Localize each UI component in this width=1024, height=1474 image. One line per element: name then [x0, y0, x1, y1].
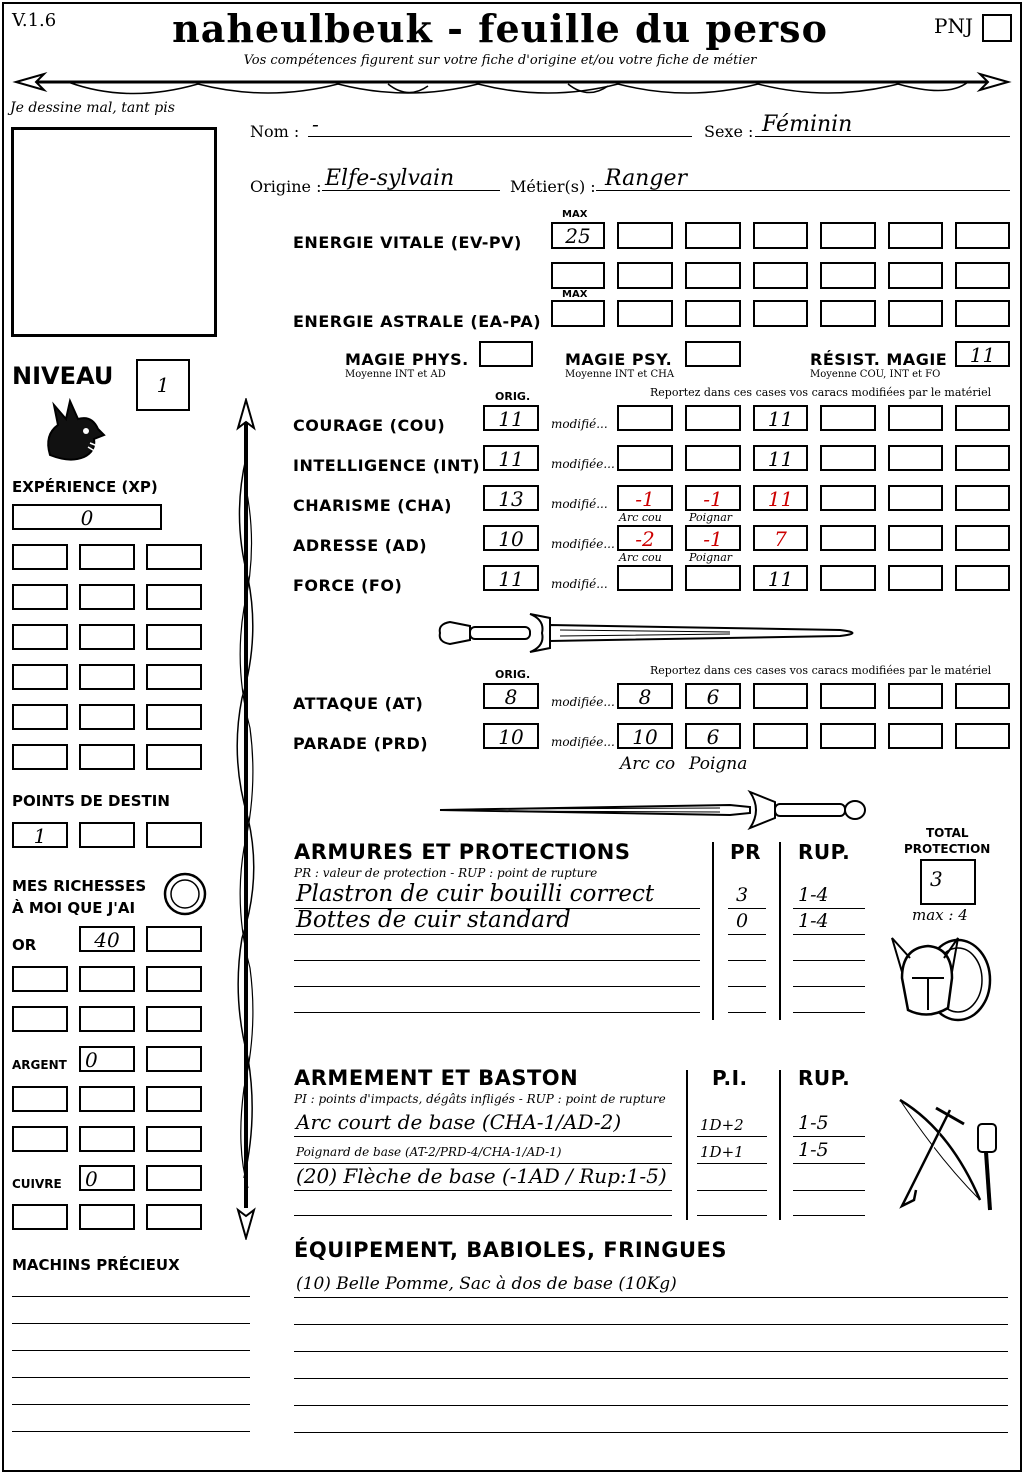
resist-magie-label: RÉSIST. MAGIE — [810, 350, 948, 369]
argent-box[interactable] — [79, 1046, 135, 1072]
argent-box[interactable] — [79, 1086, 135, 1112]
carac-mod-box[interactable] — [685, 485, 741, 511]
magie-phys-box[interactable] — [479, 341, 533, 367]
carac-label: FORCE (FO) — [293, 576, 403, 595]
weapon-rup-line[interactable] — [793, 1136, 865, 1137]
armor-pr-label: PR — [730, 840, 762, 864]
carac-mod-box[interactable] — [955, 445, 1010, 471]
destin-value: 1 — [33, 824, 47, 848]
xp-grid-box[interactable] — [146, 704, 202, 730]
armor-rup-line[interactable] — [793, 934, 865, 935]
combat-orig-value: 8 — [504, 685, 518, 709]
weapon-name[interactable]: Poignard de base (AT-2/PRD-4/CHA-1/AD-1) — [296, 1145, 562, 1159]
carac-mod-box[interactable] — [955, 525, 1010, 551]
armor-rup-label: RUP. — [798, 840, 851, 864]
modifie-label: modifiée... — [551, 695, 615, 709]
argent-value: 0 — [85, 1048, 98, 1072]
richesses-label-2: À MOI QUE J'AI — [12, 899, 136, 917]
xp-grid-box[interactable] — [12, 744, 68, 770]
carac-mod-value: 11 — [767, 447, 794, 471]
carac-mod-box[interactable] — [617, 445, 673, 471]
ev-box[interactable] — [617, 262, 673, 289]
resist-magie-value: 11 — [969, 343, 996, 367]
carac-orig-value: 13 — [498, 487, 524, 511]
weapons-note: PI : points d'impacts, dégâts infligés - RUP : point de rupture — [294, 1092, 666, 1106]
armor-pr-line[interactable] — [728, 934, 766, 935]
xp-grid-box[interactable] — [146, 624, 202, 650]
carac-mod-value: -1 — [703, 487, 723, 511]
header-spear-ornament — [8, 70, 1016, 104]
ev-box[interactable] — [617, 222, 673, 249]
carac-mod-box[interactable] — [820, 565, 876, 591]
total-protection-label-2: PROTECTION — [904, 842, 991, 856]
carac-mod-box[interactable] — [753, 525, 808, 551]
carac-orig-box[interactable] — [483, 405, 539, 431]
armor-line[interactable] — [294, 934, 700, 935]
xp-grid-box[interactable] — [146, 544, 202, 570]
machins-line[interactable] — [12, 1296, 250, 1297]
carac-mod-box[interactable] — [753, 405, 808, 431]
combat-report-note: Reportez dans ces cases vos caracs modifiées par le matériel — [650, 664, 992, 677]
armor-divider — [779, 842, 781, 1020]
resist-magie-box[interactable] — [955, 341, 1010, 367]
argent-box[interactable] — [12, 1086, 68, 1112]
carac-mod-box[interactable] — [617, 405, 673, 431]
xp-grid-box[interactable] — [79, 584, 135, 610]
origine-value[interactable]: Elfe-sylvain — [325, 166, 455, 191]
ev-box[interactable] — [955, 222, 1010, 249]
weapon-pi-line[interactable] — [697, 1163, 767, 1164]
ev-box[interactable] — [685, 222, 741, 249]
portrait-caption: Je dessine mal, tant pis — [10, 100, 175, 116]
combat-mod-value: 8 — [638, 685, 652, 709]
magie-psy-label: MAGIE PSY. — [565, 350, 673, 369]
ev-label: ENERGIE VITALE (EV-PV) — [293, 233, 522, 252]
weapon-rup[interactable]: 1-5 — [798, 1139, 829, 1161]
carac-label: ADRESSE (AD) — [293, 536, 428, 555]
ea-box[interactable] — [685, 300, 741, 327]
ev-box[interactable] — [888, 222, 943, 249]
carac-note: Arc cou — [619, 511, 662, 524]
carac-mod-box[interactable] — [820, 445, 876, 471]
machins-line[interactable] — [12, 1323, 250, 1324]
or-box[interactable] — [79, 966, 135, 992]
xp-grid-box[interactable] — [79, 544, 135, 570]
carac-mod-box[interactable] — [753, 445, 808, 471]
equipment-line-1[interactable]: (10) Belle Pomme, Sac à dos de base (10Kg) — [296, 1274, 677, 1294]
ea-box[interactable] — [820, 300, 876, 327]
carac-orig-value: 11 — [498, 407, 524, 431]
dragon-icon — [40, 395, 106, 465]
carac-orig-value: 10 — [498, 527, 524, 551]
weapon-line[interactable] — [294, 1136, 672, 1137]
combat-note-1: Arc co — [620, 754, 676, 774]
ev-box[interactable] — [955, 262, 1010, 289]
portrait-box[interactable] — [11, 127, 217, 337]
xp-grid-box[interactable] — [12, 544, 68, 570]
combat-mod-box[interactable] — [955, 723, 1010, 749]
total-protection-label: TOTAL — [926, 826, 969, 840]
ea-max-label: MAX — [562, 289, 588, 300]
carac-mod-value: -1 — [635, 487, 655, 511]
modifie-label: modifié... — [551, 417, 608, 431]
max-protection-note: max : 4 — [912, 906, 968, 924]
carac-orig-box[interactable] — [483, 525, 539, 551]
total-protection-box[interactable] — [920, 859, 976, 905]
xp-label: EXPÉRIENCE (XP) — [12, 478, 158, 496]
carac-mod-value: -1 — [703, 527, 723, 551]
combat-mod-box[interactable] — [888, 723, 943, 749]
armor-rup[interactable]: 1-4 — [798, 910, 829, 932]
nom-line — [308, 136, 692, 137]
carac-mod-value: 11 — [767, 567, 794, 591]
weapon-name[interactable]: Arc court de base (CHA-1/AD-2) — [296, 1110, 622, 1134]
xp-grid-box[interactable] — [12, 664, 68, 690]
sword-illustration-1 — [430, 608, 870, 658]
carac-mod-value: -2 — [635, 527, 655, 551]
xp-grid-box[interactable] — [12, 624, 68, 650]
equipment-line[interactable] — [294, 1297, 1008, 1298]
combat-mod-box[interactable] — [955, 683, 1010, 709]
carac-orig-value: 11 — [498, 447, 524, 471]
magie-psy-box[interactable] — [685, 341, 741, 367]
ev-box[interactable] — [820, 222, 876, 249]
combat-mod-box[interactable] — [685, 723, 741, 749]
combat-mod-value: 6 — [706, 685, 720, 709]
carac-orig-box[interactable] — [483, 485, 539, 511]
xp-grid-box[interactable] — [12, 584, 68, 610]
destin-box[interactable] — [146, 822, 202, 848]
machins-line[interactable] — [12, 1404, 250, 1405]
carac-mod-box[interactable] — [888, 445, 943, 471]
combat-note-2: Poigna — [689, 754, 748, 774]
armor-line[interactable] — [294, 1012, 700, 1013]
weapons-divider — [686, 1070, 688, 1220]
weapon-pi-line[interactable] — [697, 1215, 767, 1216]
ev-box[interactable] — [753, 222, 808, 249]
armor-name[interactable]: Plastron de cuir bouilli correct — [296, 881, 655, 907]
argent-box[interactable] — [79, 1126, 135, 1152]
ea-box[interactable] — [888, 300, 943, 327]
ev-max-label: MAX — [562, 209, 588, 220]
combat-mod-box[interactable] — [820, 723, 876, 749]
weapon-rup-line[interactable] — [793, 1190, 865, 1191]
modifie-label: modifiée... — [551, 457, 615, 471]
weapons-rup-label: RUP. — [798, 1066, 851, 1090]
ea-box[interactable] — [617, 300, 673, 327]
nom-value[interactable]: - — [312, 112, 319, 136]
combat-mod-box[interactable] — [753, 723, 808, 749]
weapon-rup-line[interactable] — [793, 1215, 865, 1216]
carac-note: Poignar — [689, 551, 733, 564]
or-box[interactable] — [79, 1006, 135, 1032]
or-label: OR — [12, 936, 37, 954]
armor-pr-line[interactable] — [728, 960, 766, 961]
combat-mod-value: 10 — [632, 725, 658, 749]
combat-label: PARADE (PRD) — [293, 734, 429, 753]
magie-psy-note: Moyenne INT et CHA — [565, 369, 675, 380]
armor-pr[interactable]: 0 — [736, 910, 749, 932]
weapon-rup-line[interactable] — [793, 1163, 865, 1164]
ev-box[interactable] — [685, 262, 741, 289]
spear-illustration — [228, 398, 264, 1240]
combat-mod-value: 6 — [706, 725, 720, 749]
weapons-icon — [880, 1090, 1008, 1218]
carac-mod-box[interactable] — [888, 405, 943, 431]
armor-line[interactable] — [294, 986, 700, 987]
or-value: 40 — [94, 928, 120, 952]
pnj-checkbox[interactable] — [982, 14, 1012, 42]
argent-label: ARGENT — [12, 1058, 67, 1072]
armor-rup-line[interactable] — [793, 960, 865, 961]
ea-label: ENERGIE ASTRALE (EA-PA) — [293, 312, 542, 331]
carac-mod-box[interactable] — [617, 565, 673, 591]
or-box[interactable] — [146, 1006, 202, 1032]
version-label: V.1.6 — [12, 10, 57, 31]
weapon-pi[interactable]: 1D+1 — [700, 1143, 744, 1161]
ev-value: 25 — [565, 224, 591, 248]
equipment-line[interactable] — [294, 1405, 1008, 1406]
pnj-label: PNJ — [934, 14, 973, 38]
coin-icon — [162, 871, 208, 917]
carac-mod-box[interactable] — [685, 445, 741, 471]
armor-divider — [712, 842, 714, 1020]
caracs-report-note: Reportez dans ces cases vos caracs modifiées par le matériel — [650, 386, 992, 399]
modifie-label: modifié... — [551, 577, 608, 591]
weapon-pi-line[interactable] — [697, 1136, 767, 1137]
armor-pr[interactable]: 3 — [736, 884, 749, 906]
equipment-line[interactable] — [294, 1324, 1008, 1325]
metier-label: Métier(s) : — [510, 177, 596, 196]
weapon-rup[interactable]: 1-5 — [798, 1112, 829, 1134]
combat-mod-box[interactable] — [617, 683, 673, 709]
xp-grid-box[interactable] — [146, 584, 202, 610]
armor-note: PR : valeur de protection - RUP : point de rupture — [294, 866, 598, 880]
origine-label: Origine : — [250, 177, 322, 196]
caracs-orig-label: ORIG. — [495, 390, 531, 403]
destin-label: POINTS DE DESTIN — [12, 792, 170, 810]
weapons-pi-label: P.I. — [712, 1066, 748, 1090]
carac-mod-box[interactable] — [685, 405, 741, 431]
total-protection-value: 3 — [930, 867, 943, 891]
helmet-shield-icon — [888, 928, 998, 1028]
carac-label: INTELLIGENCE (INT) — [293, 456, 481, 475]
ev-max-box[interactable] — [551, 222, 605, 249]
carac-mod-box[interactable] — [955, 565, 1010, 591]
cuivre-value: 0 — [85, 1167, 98, 1191]
carac-mod-value: 7 — [774, 527, 787, 551]
ev-box[interactable] — [753, 262, 808, 289]
carac-mod-box[interactable] — [820, 525, 876, 551]
carac-mod-box[interactable] — [888, 525, 943, 551]
weapon-line[interactable] — [294, 1190, 672, 1191]
combat-orig-value: 10 — [498, 725, 524, 749]
argent-box[interactable] — [12, 1126, 68, 1152]
ea-box[interactable] — [955, 300, 1010, 327]
carac-mod-box[interactable] — [617, 525, 673, 551]
carac-orig-value: 11 — [498, 567, 524, 591]
carac-orig-box[interactable] — [483, 565, 539, 591]
armor-rup-line[interactable] — [793, 908, 865, 909]
modifie-label: modifiée... — [551, 735, 615, 749]
carac-mod-box[interactable] — [820, 485, 876, 511]
carac-mod-box[interactable] — [753, 485, 808, 511]
destin-box[interactable] — [12, 822, 68, 848]
modifie-label: modifiée... — [551, 537, 615, 551]
carac-label: COURAGE (COU) — [293, 416, 446, 435]
cuivre-box[interactable] — [79, 1165, 135, 1191]
machins-label: MACHINS PRÉCIEUX — [12, 1256, 180, 1274]
ev-box[interactable] — [551, 262, 605, 289]
xp-grid-box[interactable] — [79, 704, 135, 730]
ev-box[interactable] — [888, 262, 943, 289]
sheet-subtitle: Vos compétences figurent sur votre fiche d'origine et/ou votre fiche de métier — [243, 53, 757, 68]
sheet-title: naheulbeuk - feuille du perso — [172, 6, 828, 51]
weapons-title: ARMEMENT ET BASTON — [294, 1066, 579, 1090]
equipment-line[interactable] — [294, 1351, 1008, 1352]
equipment-line[interactable] — [294, 1378, 1008, 1379]
cuivre-box[interactable] — [146, 1204, 202, 1230]
carac-label: CHARISME (CHA) — [293, 496, 452, 515]
xp-grid-box[interactable] — [12, 704, 68, 730]
destin-box[interactable] — [79, 822, 135, 848]
cuivre-box[interactable] — [12, 1204, 68, 1230]
combat-mod-box[interactable] — [685, 683, 741, 709]
carac-note: Poignar — [689, 511, 733, 524]
armor-rup-line[interactable] — [793, 986, 865, 987]
ea-max-box[interactable] — [551, 300, 605, 327]
metier-value[interactable]: Ranger — [605, 166, 687, 191]
carac-mod-box[interactable] — [820, 405, 876, 431]
carac-mod-value: 11 — [767, 407, 794, 431]
carac-mod-box[interactable] — [888, 485, 943, 511]
weapon-pi-line[interactable] — [697, 1190, 767, 1191]
modifie-label: modifié... — [551, 497, 608, 511]
carac-mod-box[interactable] — [685, 525, 741, 551]
ev-box[interactable] — [820, 262, 876, 289]
or-box[interactable] — [12, 966, 68, 992]
cuivre-label: CUIVRE — [12, 1177, 62, 1191]
magie-phys-note: Moyenne INT et AD — [345, 369, 446, 380]
carac-mod-box[interactable] — [888, 565, 943, 591]
niveau-label: NIVEAU — [12, 362, 114, 390]
xp-grid-box[interactable] — [79, 744, 135, 770]
combat-orig-box[interactable] — [483, 723, 539, 749]
equipment-title: ÉQUIPEMENT, BABIOLES, FRINGUES — [294, 1238, 727, 1262]
combat-orig-box[interactable] — [483, 683, 539, 709]
machins-line[interactable] — [12, 1431, 250, 1432]
xp-grid-box[interactable] — [146, 744, 202, 770]
weapon-pi[interactable]: 1D+2 — [700, 1116, 744, 1134]
carac-mod-value: 11 — [767, 487, 794, 511]
carac-orig-box[interactable] — [483, 445, 539, 471]
combat-mod-box[interactable] — [617, 723, 673, 749]
armor-title: ARMURES ET PROTECTIONS — [294, 840, 631, 864]
weapons-divider — [779, 1070, 781, 1220]
carac-mod-box[interactable] — [617, 485, 673, 511]
combat-label: ATTAQUE (AT) — [293, 694, 424, 713]
carac-mod-box[interactable] — [955, 405, 1010, 431]
sword-illustration-2 — [430, 788, 870, 832]
or-box[interactable] — [146, 966, 202, 992]
armor-pr-line[interactable] — [728, 1012, 766, 1013]
argent-box[interactable] — [146, 1126, 202, 1152]
armor-name[interactable]: Bottes de cuir standard — [296, 907, 571, 933]
armor-rup-line[interactable] — [793, 1012, 865, 1013]
carac-mod-box[interactable] — [685, 565, 741, 591]
sexe-value[interactable]: Féminin — [762, 112, 853, 137]
richesses-label: MES RICHESSES — [12, 877, 147, 895]
carac-mod-box[interactable] — [955, 485, 1010, 511]
xp-box[interactable] — [12, 504, 162, 530]
magie-phys-label: MAGIE PHYS. — [345, 350, 469, 369]
niveau-box[interactable] — [136, 359, 190, 411]
or-box[interactable] — [79, 926, 135, 952]
xp-value: 0 — [80, 506, 94, 530]
armor-rup[interactable]: 1-4 — [798, 884, 829, 906]
argent-box[interactable] — [146, 1086, 202, 1112]
weapon-name[interactable]: (20) Flèche de base (-1AD / Rup:1-5) — [296, 1164, 667, 1188]
armor-line[interactable] — [294, 960, 700, 961]
xp-grid-box[interactable] — [146, 664, 202, 690]
carac-note: Arc cou — [619, 551, 662, 564]
niveau-value: 1 — [156, 373, 170, 397]
xp-grid-box[interactable] — [79, 664, 135, 690]
equipment-line[interactable] — [294, 1432, 1008, 1433]
cuivre-box[interactable] — [146, 1165, 202, 1191]
combat-mod-box[interactable] — [753, 683, 808, 709]
sexe-label: Sexe : — [704, 122, 754, 141]
machins-line[interactable] — [12, 1350, 250, 1351]
nom-label: Nom : — [250, 122, 300, 141]
carac-mod-box[interactable] — [753, 565, 808, 591]
weapon-line[interactable] — [294, 1215, 672, 1216]
cuivre-box[interactable] — [79, 1204, 135, 1230]
machins-line[interactable] — [12, 1377, 250, 1378]
ea-box[interactable] — [753, 300, 808, 327]
armor-pr-line[interactable] — [728, 908, 766, 909]
or-box[interactable] — [12, 1006, 68, 1032]
armor-pr-line[interactable] — [728, 986, 766, 987]
resist-magie-note: Moyenne COU, INT et FO — [810, 369, 941, 380]
combat-mod-box[interactable] — [888, 683, 943, 709]
xp-grid-box[interactable] — [79, 624, 135, 650]
argent-box[interactable] — [146, 1046, 202, 1072]
or-box[interactable] — [146, 926, 202, 952]
combat-mod-box[interactable] — [820, 683, 876, 709]
combat-orig-label: ORIG. — [495, 668, 531, 681]
